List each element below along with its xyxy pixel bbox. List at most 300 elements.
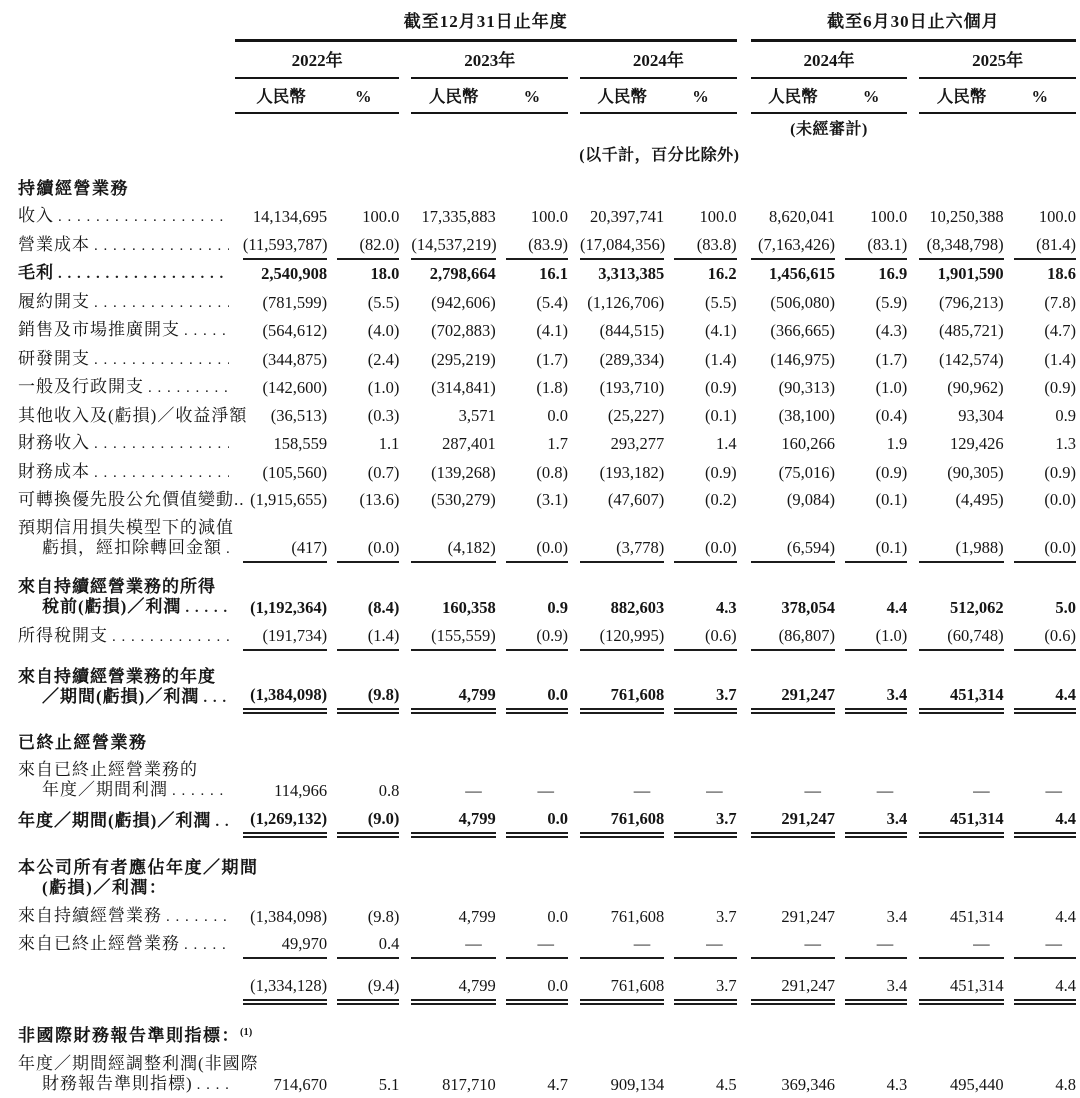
row-label-line (18, 597, 235, 618)
row-label-text: 年度／期間經調整利潤(非國際 (18, 1053, 259, 1073)
column-gap (399, 429, 411, 458)
value-cell: 761,608 (580, 971, 664, 1002)
value-cell: — (1014, 930, 1076, 959)
section-line: 非國際財務報告準則指標：$^{(1)}$ (18, 1026, 253, 1045)
column-gap (235, 429, 243, 458)
value-cell: 817,710 (442, 1074, 496, 1094)
value-cell: — (506, 930, 568, 959)
column-gap (568, 344, 580, 373)
column-gap (1004, 287, 1014, 316)
column-gap (399, 663, 411, 712)
value-cell: (344,875) (262, 349, 328, 369)
dot-leader (94, 433, 229, 454)
spacer-row (4, 958, 1076, 971)
corner-cell (4, 78, 235, 113)
row-label (4, 513, 235, 562)
column-gap (399, 621, 411, 650)
value-cell: (5.5) (705, 292, 737, 312)
row-label (4, 429, 235, 458)
column-gap (1004, 804, 1014, 835)
spacer-row (4, 562, 1076, 573)
column-gap (737, 230, 751, 259)
column-gap (907, 756, 919, 805)
gap (399, 78, 411, 113)
gap (737, 41, 751, 79)
column-gap (327, 259, 337, 288)
value-cell: 3,313,385 (598, 264, 665, 283)
column-gap (496, 1049, 506, 1098)
column-gap (1004, 344, 1014, 373)
column-gap (235, 316, 243, 345)
row-label-line (18, 349, 235, 370)
column-gap (664, 804, 674, 835)
value-cell: (1.0) (845, 621, 907, 650)
column-gap (907, 1049, 919, 1098)
percent-label: % (327, 78, 399, 113)
value-cell: (7.8) (1044, 292, 1076, 312)
value-cell: 4.4 (1014, 663, 1076, 712)
row-label-text: 年度／期間(虧損)／利潤 (18, 810, 212, 830)
row-label-line (18, 292, 235, 313)
table-row (4, 901, 1076, 930)
value-cell: (191,734) (243, 621, 327, 650)
table-row (4, 804, 1076, 835)
column-gap (496, 971, 506, 1002)
table-row (4, 230, 1076, 259)
value-cell: 4.3 (716, 598, 737, 617)
value-cell: (5.4) (536, 292, 568, 312)
value-cell: — (411, 930, 495, 959)
value-cell: 0.9 (547, 598, 568, 617)
value-cell: 4,799 (458, 906, 496, 926)
value-cell: 16.1 (539, 264, 568, 283)
row-label-line (18, 377, 235, 398)
corner-cell (4, 12, 235, 41)
value-cell: — (845, 930, 907, 959)
value-cell: (2.4) (367, 349, 400, 369)
value-cell: (485,721) (938, 321, 1004, 340)
value-cell: 3.7 (674, 971, 736, 1002)
value-cell: (9.8) (367, 906, 400, 926)
spacer-cell (4, 166, 1076, 174)
column-gap (737, 259, 751, 288)
row-label (4, 1049, 259, 1098)
value-cell: (9.8) (337, 663, 399, 712)
percent-label: % (664, 78, 736, 113)
value-cell: 3.4 (886, 906, 908, 926)
row-label-text: 財務成本 (18, 461, 90, 481)
value-cell: (0.9) (506, 621, 568, 650)
column-gap (327, 401, 337, 429)
value-cell: 1.9 (886, 434, 908, 453)
value-cell: — (674, 930, 736, 959)
table-row (4, 486, 1076, 514)
row-label-line (18, 462, 235, 483)
value-cell: (8.4) (367, 598, 400, 617)
value-cell: (530,279) (431, 490, 496, 509)
value-cell: (9,084) (786, 490, 836, 509)
spacer-cell (4, 958, 1076, 971)
row-label (4, 230, 235, 259)
column-gap (568, 316, 580, 345)
column-gap (664, 401, 674, 429)
year-2022: 2022年 (235, 41, 400, 79)
value-cell: (5.9) (875, 292, 908, 312)
column-gap (664, 621, 674, 650)
value-cell: 0.8 (378, 781, 400, 800)
column-gap (496, 663, 506, 712)
value-cell: (0.1) (705, 405, 737, 425)
column-gap (568, 663, 580, 712)
value-cell: (1.7) (875, 349, 908, 369)
column-gap (327, 1049, 337, 1098)
value-cell: (0.6) (674, 621, 736, 650)
value-cell: (0.0) (506, 513, 568, 562)
column-gap (496, 621, 506, 650)
value-cell: (1.0) (367, 378, 400, 397)
value-cell: (47,607) (607, 490, 665, 509)
value-cell: — (751, 930, 835, 959)
column-gap (907, 344, 919, 373)
value-cell: (90,313) (778, 378, 836, 397)
column-gap (496, 573, 506, 622)
table-row (4, 621, 1076, 650)
percent-label: % (1004, 78, 1076, 113)
value-cell: (1,915,655) (250, 490, 328, 509)
row-label-text: 稅前(虧損)／利潤 (42, 597, 182, 616)
column-gap (835, 486, 845, 514)
column-gap (327, 344, 337, 373)
value-cell: 451,314 (949, 906, 1004, 926)
value-cell: (193,182) (599, 462, 665, 482)
column-gap (399, 344, 411, 373)
value-cell: 378,054 (781, 598, 836, 617)
column-gap (496, 930, 506, 959)
row-label-text: 收入 (18, 206, 54, 225)
row-label (4, 202, 235, 231)
column-gap (568, 804, 580, 835)
value-cell: (4,495) (955, 490, 1004, 509)
section-row (4, 728, 1076, 756)
value-cell: 4.5 (716, 1074, 737, 1094)
column-gap (664, 202, 674, 231)
column-gap (327, 287, 337, 316)
value-cell: 4.4 (886, 598, 908, 617)
section-label (4, 1019, 1076, 1050)
column-gap (399, 901, 411, 930)
section-row (4, 174, 1076, 202)
column-gap (907, 287, 919, 316)
section-label (4, 728, 1076, 756)
column-gap (664, 971, 674, 1002)
footnote-marker: (1) (240, 1027, 253, 1038)
value-cell: — (706, 781, 723, 800)
dot-leader (58, 206, 229, 227)
value-cell: 495,440 (949, 1074, 1004, 1094)
column-gap (235, 663, 243, 712)
value-cell: (0.1) (875, 490, 908, 509)
row-label-text: 銷售及市場推廣開支 (18, 320, 180, 339)
value-cell: (83.9) (506, 230, 568, 259)
value-cell: (0.4) (875, 405, 908, 425)
dot-leader (94, 462, 229, 483)
row-label-text: 一般及行政開支 (18, 377, 144, 396)
column-gap (327, 457, 337, 486)
spacer-cell (4, 1002, 1076, 1019)
row-label-line (18, 780, 235, 801)
value-cell: (11,593,787) (243, 230, 327, 259)
column-gap (399, 287, 411, 316)
column-gap (1004, 971, 1014, 1002)
value-cell: (1.0) (875, 378, 908, 397)
value-cell: (82.0) (337, 230, 399, 259)
spacer-cell (4, 835, 1076, 854)
value-cell: 3.7 (674, 663, 736, 712)
table-row (4, 429, 1076, 458)
column-gap (1004, 401, 1014, 429)
empty-cell (4, 113, 751, 140)
value-cell: 4.4 (1055, 906, 1076, 926)
column-gap (399, 971, 411, 1002)
column-gap (835, 457, 845, 486)
corner-cell (4, 41, 235, 79)
value-cell: 291,247 (751, 663, 835, 712)
row-label (4, 971, 235, 1002)
value-cell: (366,665) (770, 321, 836, 340)
dot-leader (94, 292, 229, 313)
row-label-text: 其他收入及(虧損)／收益淨額 (18, 405, 248, 425)
column-gap (737, 429, 751, 458)
value-cell: 1.4 (716, 434, 737, 453)
value-cell: (9.4) (337, 971, 399, 1002)
row-label (4, 901, 235, 930)
column-gap (496, 429, 506, 458)
gap (399, 41, 411, 79)
table-body (4, 174, 1076, 1098)
section-row (4, 854, 1076, 902)
column-gap (664, 457, 674, 486)
value-cell: (193,710) (599, 378, 665, 397)
row-label-line (18, 235, 235, 256)
value-cell: 291,247 (751, 971, 835, 1002)
row-label-line (18, 538, 235, 559)
empty-cell (751, 140, 1076, 166)
gap (907, 78, 919, 113)
column-gap (327, 663, 337, 712)
column-gap (568, 401, 580, 429)
column-gap (568, 971, 580, 1002)
value-cell: 3.4 (845, 971, 907, 1002)
column-gap (1004, 663, 1014, 712)
value-cell: 1.7 (547, 434, 568, 453)
column-gap (835, 259, 845, 288)
column-gap (568, 373, 580, 402)
row-label (4, 259, 235, 288)
value-cell: (1.4) (337, 621, 399, 650)
value-cell: (13.6) (359, 490, 400, 509)
value-cell: 3,571 (458, 405, 496, 425)
value-cell: (0.9) (1044, 462, 1076, 482)
dot-leader (184, 320, 229, 341)
percent-label: % (496, 78, 568, 113)
column-gap (737, 457, 751, 486)
value-cell: (0.9) (1044, 378, 1076, 397)
column-gap (235, 901, 243, 930)
column-gap (327, 230, 337, 259)
value-cell: 17,335,883 (421, 207, 496, 226)
column-gap (235, 930, 243, 959)
column-gap (737, 344, 751, 373)
column-gap (907, 230, 919, 259)
value-cell: — (804, 781, 822, 800)
value-cell: (0.3) (367, 405, 400, 425)
table-row (4, 373, 1076, 402)
spacer-cell (4, 711, 1076, 728)
section-line: (虧損)／利潤： (42, 878, 168, 897)
column-gap (399, 513, 411, 562)
value-cell: (0.7) (367, 462, 400, 482)
column-gap (568, 429, 580, 458)
column-gap (664, 756, 674, 805)
column-gap (235, 287, 243, 316)
value-cell: 714,670 (273, 1074, 328, 1094)
column-gap (737, 202, 751, 231)
dot-leader (94, 349, 229, 370)
column-gap (1004, 259, 1014, 288)
column-gap (568, 901, 580, 930)
column-gap (327, 971, 337, 1002)
row-label-text: 來自已終止經營業務的 (18, 760, 198, 779)
column-gap (568, 513, 580, 562)
row-label-line (18, 811, 235, 832)
row-label-line (18, 760, 235, 780)
spacer-row (4, 711, 1076, 728)
spacer-cell (4, 562, 1076, 573)
column-gap (568, 756, 580, 805)
row-label-text: 可轉換優先股公允價值變動.. (18, 490, 245, 509)
column-gap (835, 513, 845, 562)
row-label (4, 401, 248, 429)
value-cell: 291,247 (781, 906, 836, 926)
value-cell: (146,975) (770, 349, 836, 369)
value-cell: (9.0) (337, 804, 399, 835)
column-gap (664, 429, 674, 458)
column-gap (737, 513, 751, 562)
column-gap (235, 621, 243, 650)
year-2025-interim: 2025年 (919, 41, 1076, 79)
value-cell: 100.0 (870, 207, 908, 226)
value-cell: 14,134,695 (252, 207, 328, 226)
row-label-line (18, 490, 245, 510)
value-cell: (1.4) (705, 349, 737, 369)
value-cell: 4,799 (411, 971, 495, 1002)
value-cell: 4.3 (886, 1074, 908, 1094)
row-label-text: ／期間(虧損)／利潤 (42, 687, 200, 706)
value-cell: 160,358 (442, 598, 496, 617)
value-cell: 4.4 (1014, 971, 1076, 1002)
value-cell: 0.0 (506, 971, 568, 1002)
column-gap (568, 930, 580, 959)
value-cell: (1,384,098) (243, 663, 327, 712)
value-cell: (4.3) (875, 321, 908, 340)
column-gap (235, 373, 243, 402)
table-row (4, 756, 1076, 805)
value-cell: 291,247 (751, 804, 835, 835)
column-gap (235, 202, 243, 231)
row-label-text: 營業成本 (18, 234, 90, 254)
dot-leader (172, 780, 229, 801)
column-gap (496, 230, 506, 259)
column-gap (737, 756, 751, 805)
column-gap (737, 486, 751, 514)
row-label-line (18, 1053, 259, 1074)
column-gap (664, 316, 674, 345)
column-gap (907, 373, 919, 402)
dot-leader (184, 934, 229, 955)
value-cell: 287,401 (442, 434, 496, 453)
value-cell: 20,397,741 (590, 207, 665, 226)
column-gap (568, 259, 580, 288)
column-gap (664, 344, 674, 373)
column-gap (907, 663, 919, 712)
column-gap (737, 573, 751, 622)
spacer-row (4, 650, 1076, 663)
row-label (4, 486, 245, 514)
value-cell: (36,513) (270, 405, 328, 425)
column-gap (1004, 930, 1014, 959)
column-gap (399, 756, 411, 805)
row-label-line (18, 667, 235, 687)
column-gap (835, 971, 845, 1002)
spacer-row (4, 166, 1076, 174)
value-cell: 0.0 (506, 663, 568, 712)
value-cell: (844,515) (599, 321, 665, 340)
column-gap (1004, 230, 1014, 259)
value-cell: 882,603 (610, 598, 665, 617)
year-2024: 2024年 (580, 41, 737, 79)
column-gap (907, 573, 919, 622)
column-gap (835, 230, 845, 259)
value-cell: (0.8) (536, 462, 568, 482)
value-cell: (7,163,426) (751, 230, 835, 259)
column-gap (1004, 901, 1014, 930)
column-gap (496, 901, 506, 930)
value-cell: 8,620,041 (769, 207, 836, 226)
column-gap (496, 259, 506, 288)
table-row (4, 344, 1076, 373)
value-cell: (0.0) (1044, 490, 1076, 509)
value-cell: (0.1) (845, 513, 907, 562)
value-cell: 3.7 (674, 804, 736, 835)
column-gap (327, 804, 337, 835)
value-cell: (417) (243, 513, 327, 562)
currency-label: 人民幣 (411, 78, 495, 113)
column-gap (399, 486, 411, 514)
value-cell: 158,559 (273, 434, 328, 453)
column-gap (835, 663, 845, 712)
value-cell: 0.0 (547, 906, 568, 926)
value-cell: (83.1) (845, 230, 907, 259)
column-gap (568, 573, 580, 622)
column-gap (399, 373, 411, 402)
column-gap (664, 259, 674, 288)
column-gap (907, 259, 919, 288)
table-row (4, 202, 1076, 231)
column-gap (568, 1049, 580, 1098)
table-row (4, 259, 1076, 288)
section-label (4, 174, 1076, 202)
column-gap (235, 457, 243, 486)
